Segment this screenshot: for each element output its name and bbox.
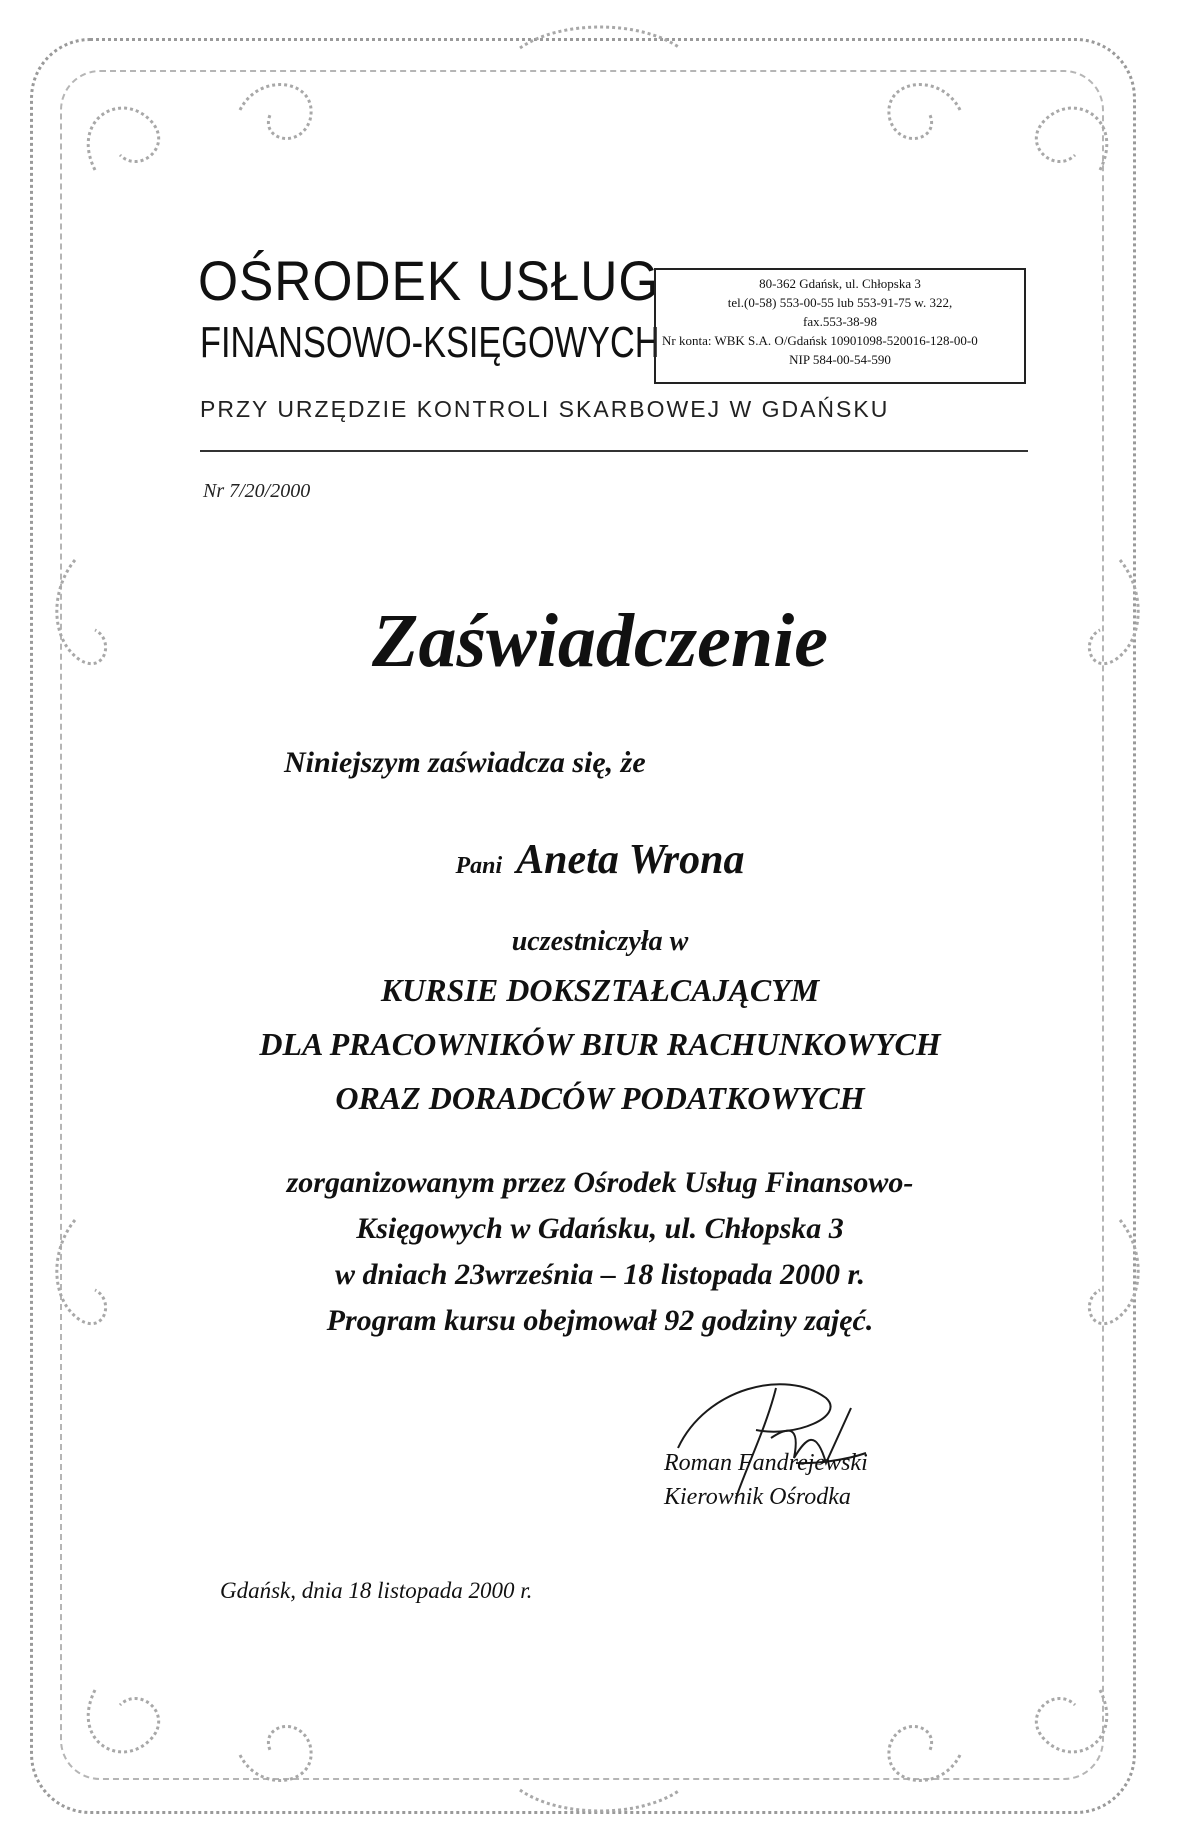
course-line: DLA PRACOWNIKÓW BIUR RACHUNKOWYCH [259,1026,941,1062]
course-line: KURSIE DOKSZTAŁCAJĄCYM [380,972,820,1008]
org-name-line1: OŚRODEK USŁUG [198,249,660,312]
organizer-line: zorganizowanym przez Ośrodek Usług Finansowo- [286,1166,914,1199]
contact-account: Nr konta: WBK S.A. O/Gdańsk 10901098-520016-128-00-0 [662,333,978,348]
contact-box [654,268,1026,384]
recipient-row [0,836,1200,884]
recipient-name: Aneta Wrona [516,837,745,883]
signer-name: Roman Fandrejewski [664,1450,868,1476]
org-name-line2: FINANSOWO-KSIĘGOWYCH [200,318,660,367]
course-line: ORAZ DORADCÓW PODATKOWYCH [335,1080,865,1116]
document-title: Zaświadczenie [372,599,828,683]
contact-address: 80-362 Gdańsk, ul. Chłopska 3 [759,276,921,291]
contact-fax: fax.553-38-98 [802,314,877,329]
contact-phone: tel.(0-58) 553-00-55 lub 553-91-75 w. 322, [727,295,953,310]
contact-nip: NIP 584-00-54-590 [789,352,891,367]
recipient-prefix: Pani [455,853,503,879]
document-number: Nr 7/20/2000 [203,480,311,502]
organizer-line: Program kursu obejmował 92 godziny zajęć. [326,1304,874,1337]
org-affiliation: PRZY URZĘDZIE KONTROLI SKARBOWEJ W GDAŃSKU [200,396,890,422]
intro-text: Niniejszym zaświadcza się, że [284,746,646,779]
organizer-line: Księgowych w Gdańsku, ul. Chłopska 3 [356,1212,844,1245]
participated-text: uczestniczyła w [511,926,689,957]
organizer-line: w dniach 23września – 18 listopada 2000 r. [334,1258,866,1291]
place-and-date: Gdańsk, dnia 18 listopada 2000 r. [220,1578,533,1603]
signer-role: Kierownik Ośrodka [664,1484,851,1510]
header-divider [200,450,1028,452]
